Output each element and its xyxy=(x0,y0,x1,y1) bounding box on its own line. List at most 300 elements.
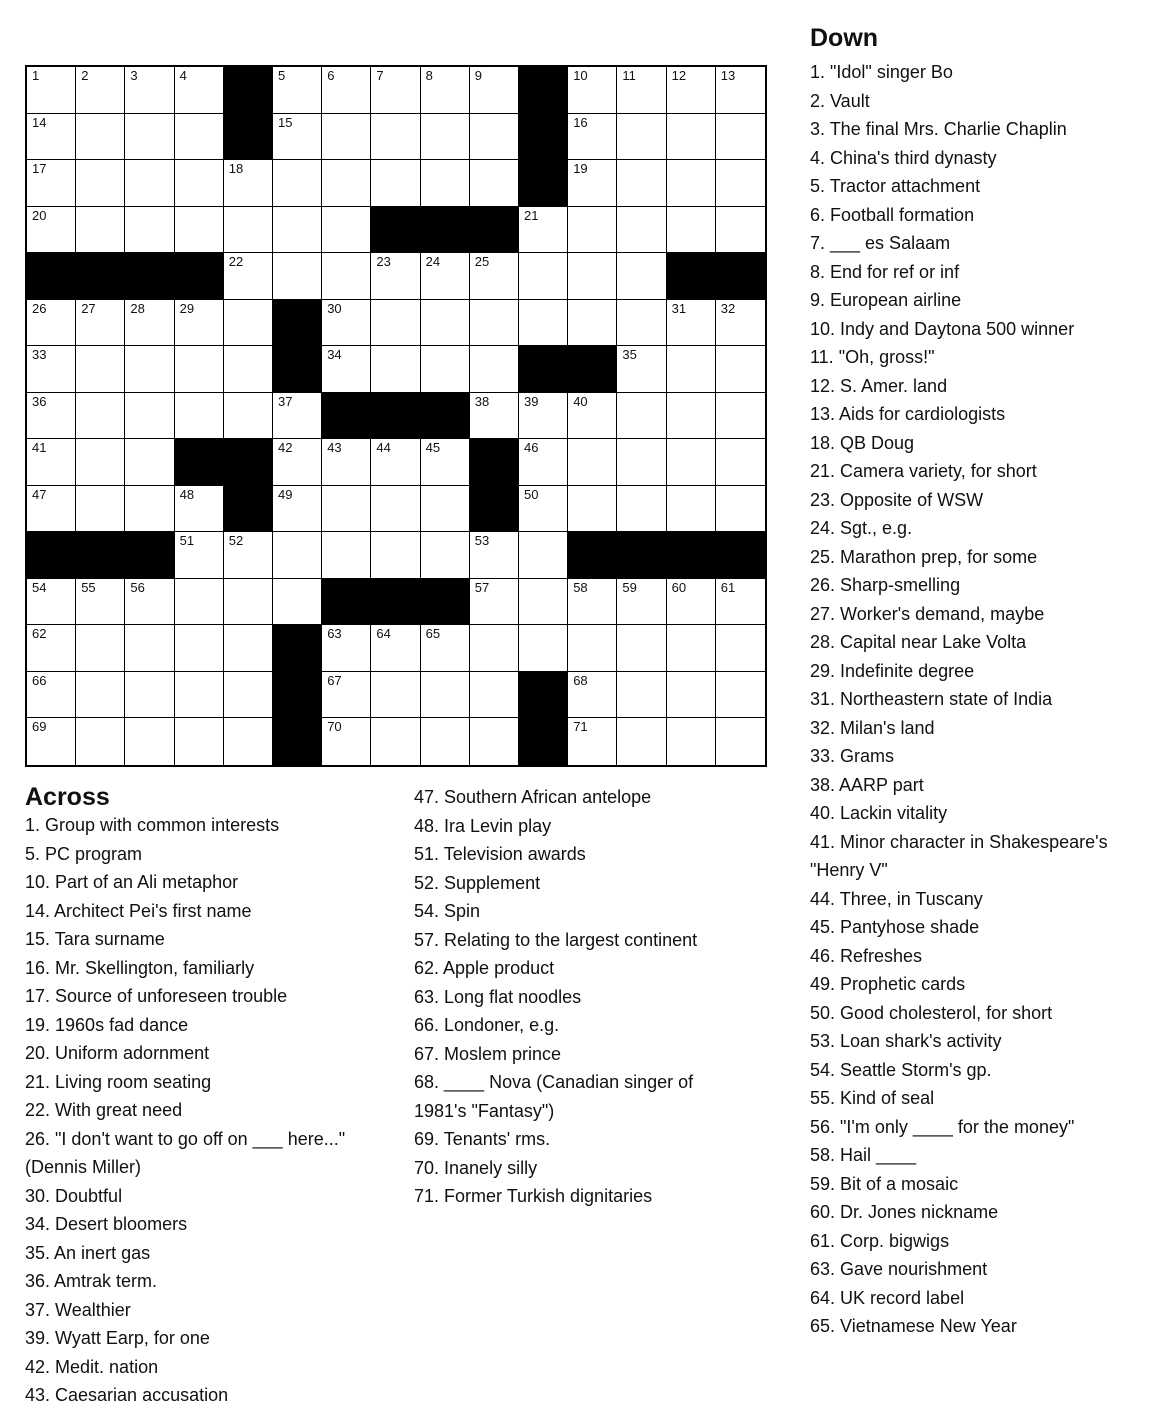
grid-cell[interactable] xyxy=(667,346,716,393)
grid-cell[interactable] xyxy=(125,207,174,254)
grid-cell[interactable] xyxy=(224,672,273,719)
grid-cell[interactable] xyxy=(371,718,420,765)
cell-number: 13 xyxy=(720,68,736,83)
across-clue: 70. Inanely silly xyxy=(414,1157,538,1178)
grid-cell[interactable] xyxy=(322,532,371,579)
grid-cell[interactable] xyxy=(667,300,716,347)
grid-cell[interactable] xyxy=(76,579,125,626)
down-clue: 38. AARP part xyxy=(810,774,924,795)
grid-cell[interactable] xyxy=(716,718,765,765)
cell-number: 25 xyxy=(474,254,490,270)
down-clue: 55. Kind of seal xyxy=(810,1088,935,1108)
grid-cell[interactable] xyxy=(371,625,420,672)
grid-cell[interactable] xyxy=(470,532,519,579)
cell-number: 12 xyxy=(671,68,687,83)
grid-cell[interactable] xyxy=(667,114,716,161)
black-square xyxy=(273,625,322,672)
down-clue: 10. Indy and Daytona 500 winner xyxy=(810,318,1075,339)
down-clue: 59. Bit of a mosaic xyxy=(810,1173,959,1194)
cell-number: 41 xyxy=(32,440,47,456)
down-clue: 33. Grams xyxy=(810,746,895,766)
grid-cell[interactable] xyxy=(470,160,519,207)
grid-cell[interactable] xyxy=(470,579,519,626)
grid-cell[interactable] xyxy=(568,67,617,114)
cell-number: 38 xyxy=(474,393,490,409)
cell-number: 3 xyxy=(130,68,138,83)
grid-cell[interactable] xyxy=(273,207,322,254)
black-square xyxy=(371,393,420,440)
grid-cell[interactable] xyxy=(125,718,174,765)
grid-cell[interactable] xyxy=(716,300,765,347)
grid-cell[interactable] xyxy=(322,114,371,161)
grid-cell[interactable] xyxy=(322,672,371,719)
grid-cell[interactable] xyxy=(568,439,617,486)
grid-cell[interactable] xyxy=(667,579,716,626)
grid-cell[interactable] xyxy=(224,160,273,207)
grid-cell[interactable] xyxy=(568,672,617,719)
grid-cell[interactable] xyxy=(175,346,224,393)
grid-cell[interactable] xyxy=(273,532,322,579)
grid-cell[interactable] xyxy=(667,672,716,719)
grid-cell[interactable] xyxy=(175,207,224,254)
grid-cell[interactable] xyxy=(27,718,76,765)
grid-cell[interactable] xyxy=(125,486,174,533)
grid-cell[interactable] xyxy=(519,393,568,440)
grid-cell[interactable] xyxy=(470,393,519,440)
cell-number: 22 xyxy=(228,254,244,270)
grid-cell[interactable] xyxy=(716,207,765,254)
across-clue: 1. Group with common interests xyxy=(25,815,280,835)
grid-cell[interactable] xyxy=(27,160,76,207)
down-clue: 58. Hail ____ xyxy=(810,1145,917,1165)
grid-cell[interactable] xyxy=(175,160,224,207)
grid-cell[interactable] xyxy=(617,253,666,300)
cell-number: 47 xyxy=(32,486,47,502)
down-clue: 29. Indefinite degree xyxy=(810,660,975,681)
grid-cell[interactable] xyxy=(568,160,617,207)
grid-cell[interactable] xyxy=(667,486,716,533)
down-clue: 13. Aids for cardiologists xyxy=(810,404,1006,424)
grid-cell[interactable] xyxy=(568,207,617,254)
across-clue: 21. Living room seating xyxy=(25,1071,212,1092)
grid-cell[interactable] xyxy=(519,439,568,486)
grid-cell[interactable] xyxy=(175,672,224,719)
grid-cell[interactable] xyxy=(667,393,716,440)
grid-cell[interactable] xyxy=(716,672,765,719)
grid-cell[interactable] xyxy=(27,439,76,486)
grid-cell[interactable] xyxy=(617,207,666,254)
down-clue: 8. End for ref or inf xyxy=(810,261,960,282)
grid-cell[interactable] xyxy=(322,67,371,114)
grid-cell[interactable] xyxy=(27,625,76,672)
grid-cell[interactable] xyxy=(371,532,420,579)
grid-cell[interactable] xyxy=(27,672,76,719)
across-clue: 47. Southern African antelope xyxy=(414,787,652,807)
grid-cell[interactable] xyxy=(470,114,519,161)
grid-cell[interactable] xyxy=(175,718,224,765)
grid-cell[interactable] xyxy=(322,160,371,207)
grid-cell[interactable] xyxy=(716,393,765,440)
grid-cell[interactable] xyxy=(322,718,371,765)
grid-cell[interactable] xyxy=(322,625,371,672)
grid-cell[interactable] xyxy=(519,486,568,533)
cell-number: 44 xyxy=(376,440,391,456)
grid-cell[interactable] xyxy=(175,114,224,161)
cell-number: 26 xyxy=(32,300,47,316)
grid-cell[interactable] xyxy=(273,114,322,161)
grid-cell[interactable] xyxy=(76,672,125,719)
black-square xyxy=(224,486,273,533)
grid-cell[interactable] xyxy=(273,67,322,114)
grid-cell[interactable] xyxy=(568,393,617,440)
black-square xyxy=(617,532,666,579)
black-square xyxy=(224,439,273,486)
grid-cell[interactable] xyxy=(617,625,666,672)
across-clue: 71. Former Turkish dignitaries xyxy=(414,1186,653,1206)
grid-cell[interactable] xyxy=(617,579,666,626)
grid-cell[interactable] xyxy=(716,439,765,486)
grid-cell[interactable] xyxy=(224,579,273,626)
grid-cell[interactable] xyxy=(568,718,617,765)
across-clue: 34. Desert bloomers xyxy=(25,1214,188,1234)
across-clue: 68. ____ Nova (Canadian singer of xyxy=(414,1072,694,1092)
grid-cell[interactable] xyxy=(273,439,322,486)
down-clue: 7. ___ es Salaam xyxy=(810,233,951,253)
cell-number: 34 xyxy=(327,347,342,363)
down-clue: 9. European airline xyxy=(810,290,962,310)
grid-cell[interactable] xyxy=(27,346,76,393)
grid-cell[interactable] xyxy=(371,114,420,161)
black-square xyxy=(175,439,224,486)
grid-cell[interactable] xyxy=(470,300,519,347)
black-square xyxy=(273,672,322,719)
grid-cell[interactable] xyxy=(322,439,371,486)
cell-number: 30 xyxy=(327,300,342,316)
grid-cell[interactable] xyxy=(125,672,174,719)
cell-number: 50 xyxy=(524,486,539,502)
across-clue: 37. Wealthier xyxy=(25,1299,131,1320)
cell-number: 32 xyxy=(720,300,736,316)
cell-number: 31 xyxy=(671,300,687,316)
grid-cell[interactable] xyxy=(371,160,420,207)
grid-cell[interactable] xyxy=(273,486,322,533)
black-square xyxy=(125,253,174,300)
grid-cell[interactable] xyxy=(76,67,125,114)
across-clue: 14. Architect Pei's first name xyxy=(25,900,252,921)
grid-cell[interactable] xyxy=(421,625,470,672)
grid-cell[interactable] xyxy=(716,114,765,161)
grid-cell[interactable] xyxy=(76,718,125,765)
down-clue: 23. Opposite of WSW xyxy=(810,489,984,510)
grid-cell[interactable] xyxy=(667,67,716,114)
grid-cell[interactable] xyxy=(716,625,765,672)
grid-cell[interactable] xyxy=(568,579,617,626)
grid-cell[interactable] xyxy=(76,439,125,486)
grid-cell[interactable] xyxy=(76,207,125,254)
grid-cell[interactable] xyxy=(568,486,617,533)
grid-cell[interactable] xyxy=(617,300,666,347)
across-clue: 52. Supplement xyxy=(414,872,541,893)
grid-cell[interactable] xyxy=(470,67,519,114)
across-clue: 42. Medit. nation xyxy=(25,1356,159,1377)
cell-number: 39 xyxy=(524,393,539,409)
grid-cell[interactable] xyxy=(322,300,371,347)
grid-cell[interactable] xyxy=(519,625,568,672)
crossword-grid xyxy=(25,65,767,767)
grid-cell[interactable] xyxy=(470,718,519,765)
grid-cell[interactable] xyxy=(421,346,470,393)
black-square xyxy=(125,532,174,579)
grid-cell[interactable] xyxy=(125,300,174,347)
down-clue: 44. Three, in Tuscany xyxy=(810,888,983,909)
cell-number: 58 xyxy=(573,579,588,595)
across-clue: 51. Television awards xyxy=(414,844,586,864)
grid-cell[interactable] xyxy=(273,253,322,300)
black-square xyxy=(716,253,765,300)
black-square xyxy=(371,579,420,626)
cell-number: 7 xyxy=(376,68,384,83)
grid-cell[interactable] xyxy=(470,625,519,672)
grid-cell[interactable] xyxy=(273,160,322,207)
across-clue: 69. Tenants' rms. xyxy=(414,1129,551,1149)
grid-cell[interactable] xyxy=(617,346,666,393)
cell-number: 60 xyxy=(671,579,687,595)
grid-cell[interactable] xyxy=(568,114,617,161)
grid-cell[interactable] xyxy=(175,486,224,533)
grid-cell[interactable] xyxy=(667,625,716,672)
cell-number: 42 xyxy=(278,440,293,456)
across-clue: 20. Uniform adornment xyxy=(25,1043,210,1063)
cell-number: 62 xyxy=(32,626,47,642)
grid-cell[interactable] xyxy=(421,486,470,533)
cell-number: 52 xyxy=(228,533,244,549)
cell-number: 10 xyxy=(573,68,588,83)
across-clue: 62. Apple product xyxy=(414,958,555,978)
across-clue: 1981's "Fantasy") xyxy=(414,1100,555,1121)
grid-cell[interactable] xyxy=(125,67,174,114)
grid-cell[interactable] xyxy=(125,439,174,486)
grid-cell[interactable] xyxy=(125,625,174,672)
black-square xyxy=(76,253,125,300)
cell-number: 49 xyxy=(278,486,293,502)
grid-cell[interactable] xyxy=(27,114,76,161)
grid-cell[interactable] xyxy=(519,300,568,347)
grid-cell[interactable] xyxy=(421,532,470,579)
black-square xyxy=(568,532,617,579)
down-clue: 61. Corp. bigwigs xyxy=(810,1230,950,1251)
grid-cell[interactable] xyxy=(76,346,125,393)
grid-cell[interactable] xyxy=(224,207,273,254)
grid-cell[interactable] xyxy=(371,67,420,114)
grid-cell[interactable] xyxy=(421,439,470,486)
grid-cell[interactable] xyxy=(617,160,666,207)
down-clue: 18. QB Doug xyxy=(810,432,915,453)
cell-number: 24 xyxy=(425,254,441,270)
grid-cell[interactable] xyxy=(371,253,420,300)
grid-cell[interactable] xyxy=(519,207,568,254)
cell-number: 37 xyxy=(278,393,293,409)
across-clue: 19. 1960s fad dance xyxy=(25,1014,189,1035)
grid-cell[interactable] xyxy=(273,393,322,440)
grid-cell[interactable] xyxy=(519,532,568,579)
grid-cell[interactable] xyxy=(224,625,273,672)
cell-number: 67 xyxy=(327,672,342,688)
down-clue: 24. Sgt., e.g. xyxy=(810,518,913,538)
cell-number: 17 xyxy=(32,161,47,177)
grid-cell[interactable] xyxy=(175,579,224,626)
across-clue: 16. Mr. Skellington, familiarly xyxy=(25,957,255,978)
down-clue: 11. "Oh, gross!" xyxy=(810,347,935,367)
grid-cell[interactable] xyxy=(76,160,125,207)
grid-cell[interactable] xyxy=(617,672,666,719)
down-clue: 65. Vietnamese New Year xyxy=(810,1316,1017,1336)
grid-cell[interactable] xyxy=(568,253,617,300)
grid-cell[interactable] xyxy=(224,393,273,440)
grid-cell[interactable] xyxy=(617,114,666,161)
cell-number: 18 xyxy=(228,161,244,177)
down-clue: 46. Refreshes xyxy=(810,945,923,966)
grid-cell[interactable] xyxy=(224,253,273,300)
grid-cell[interactable] xyxy=(617,486,666,533)
grid-cell[interactable] xyxy=(716,346,765,393)
grid-cell[interactable] xyxy=(76,625,125,672)
cell-number: 20 xyxy=(32,207,47,223)
grid-cell[interactable] xyxy=(716,160,765,207)
grid-cell[interactable] xyxy=(470,253,519,300)
grid-cell[interactable] xyxy=(175,625,224,672)
across-clue: 43. Caesarian accusation xyxy=(25,1385,229,1405)
across-heading: Across xyxy=(25,783,110,811)
across-clue: 63. Long flat noodles xyxy=(414,986,582,1007)
grid-cell[interactable] xyxy=(175,67,224,114)
black-square xyxy=(27,532,76,579)
black-square xyxy=(519,160,568,207)
across-clue: 30. Doubtful xyxy=(25,1185,123,1206)
grid-cell[interactable] xyxy=(76,486,125,533)
grid-cell[interactable] xyxy=(617,393,666,440)
grid-cell[interactable] xyxy=(667,439,716,486)
grid-cell[interactable] xyxy=(371,300,420,347)
grid-cell[interactable] xyxy=(224,346,273,393)
grid-cell[interactable] xyxy=(175,300,224,347)
grid-cell[interactable] xyxy=(519,253,568,300)
grid-cell[interactable] xyxy=(125,114,174,161)
grid-cell[interactable] xyxy=(371,486,420,533)
grid-cell[interactable] xyxy=(421,114,470,161)
grid-cell[interactable] xyxy=(421,718,470,765)
black-square xyxy=(224,114,273,161)
grid-cell[interactable] xyxy=(568,625,617,672)
down-clue: 12. S. Amer. land xyxy=(810,375,948,396)
grid-cell[interactable] xyxy=(617,439,666,486)
grid-cell[interactable] xyxy=(125,160,174,207)
grid-cell[interactable] xyxy=(421,672,470,719)
cell-number: 64 xyxy=(376,626,391,642)
across-clue: 35. An inert gas xyxy=(25,1242,151,1263)
grid-cell[interactable] xyxy=(27,67,76,114)
grid-cell[interactable] xyxy=(667,207,716,254)
cell-number: 54 xyxy=(32,579,47,595)
down-clue: 6. Football formation xyxy=(810,204,975,225)
grid-cell[interactable] xyxy=(125,393,174,440)
grid-cell[interactable] xyxy=(322,346,371,393)
grid-cell[interactable] xyxy=(617,718,666,765)
cell-number: 23 xyxy=(376,254,391,270)
grid-cell[interactable] xyxy=(568,300,617,347)
grid-cell[interactable] xyxy=(76,393,125,440)
grid-cell[interactable] xyxy=(224,718,273,765)
across-clue: 39. Wyatt Earp, for one xyxy=(25,1328,210,1348)
grid-cell[interactable] xyxy=(175,393,224,440)
cell-number: 63 xyxy=(327,626,342,642)
black-square xyxy=(27,253,76,300)
grid-cell[interactable] xyxy=(76,114,125,161)
cell-number: 40 xyxy=(573,393,588,409)
grid-cell[interactable] xyxy=(667,718,716,765)
cell-number: 2 xyxy=(81,68,89,83)
grid-cell[interactable] xyxy=(421,300,470,347)
grid-cell[interactable] xyxy=(175,532,224,579)
across-clue: 54. Spin xyxy=(414,901,481,921)
grid-cell[interactable] xyxy=(716,67,765,114)
grid-cell[interactable] xyxy=(371,672,420,719)
grid-cell[interactable] xyxy=(716,579,765,626)
cell-number: 19 xyxy=(573,161,588,177)
grid-cell[interactable] xyxy=(27,579,76,626)
grid-cell[interactable] xyxy=(27,486,76,533)
grid-cell[interactable] xyxy=(125,346,174,393)
black-square xyxy=(519,346,568,393)
grid-cell[interactable] xyxy=(27,393,76,440)
black-square xyxy=(519,114,568,161)
grid-cell[interactable] xyxy=(470,672,519,719)
grid-cell[interactable] xyxy=(76,300,125,347)
grid-cell[interactable] xyxy=(322,486,371,533)
grid-cell[interactable] xyxy=(27,207,76,254)
grid-cell[interactable] xyxy=(224,532,273,579)
black-square xyxy=(273,718,322,765)
grid-cell[interactable] xyxy=(371,439,420,486)
grid-cell[interactable] xyxy=(371,346,420,393)
down-clue: 1. "Idol" singer Bo xyxy=(810,62,953,82)
across-clue: 66. Londoner, e.g. xyxy=(414,1015,560,1035)
across-clue: 67. Moslem prince xyxy=(414,1043,562,1064)
grid-cell[interactable] xyxy=(125,579,174,626)
grid-cell[interactable] xyxy=(27,300,76,347)
down-clue: 63. Gave nourishment xyxy=(810,1259,988,1279)
grid-cell[interactable] xyxy=(421,67,470,114)
grid-cell[interactable] xyxy=(224,300,273,347)
black-square xyxy=(224,67,273,114)
grid-cell[interactable] xyxy=(273,579,322,626)
grid-cell[interactable] xyxy=(322,207,371,254)
across-clue: 15. Tara surname xyxy=(25,929,165,949)
grid-cell[interactable] xyxy=(322,253,371,300)
cell-number: 70 xyxy=(327,719,342,735)
grid-cell[interactable] xyxy=(617,67,666,114)
grid-cell[interactable] xyxy=(421,253,470,300)
grid-cell[interactable] xyxy=(519,579,568,626)
grid-cell[interactable] xyxy=(470,346,519,393)
black-square xyxy=(175,253,224,300)
cell-number: 55 xyxy=(81,579,96,595)
grid-cell[interactable] xyxy=(667,160,716,207)
cell-number: 51 xyxy=(179,533,195,549)
down-clue: 45. Pantyhose shade xyxy=(810,917,980,937)
grid-cell[interactable] xyxy=(421,160,470,207)
grid-cell[interactable] xyxy=(716,486,765,533)
cell-number: 35 xyxy=(622,347,637,363)
